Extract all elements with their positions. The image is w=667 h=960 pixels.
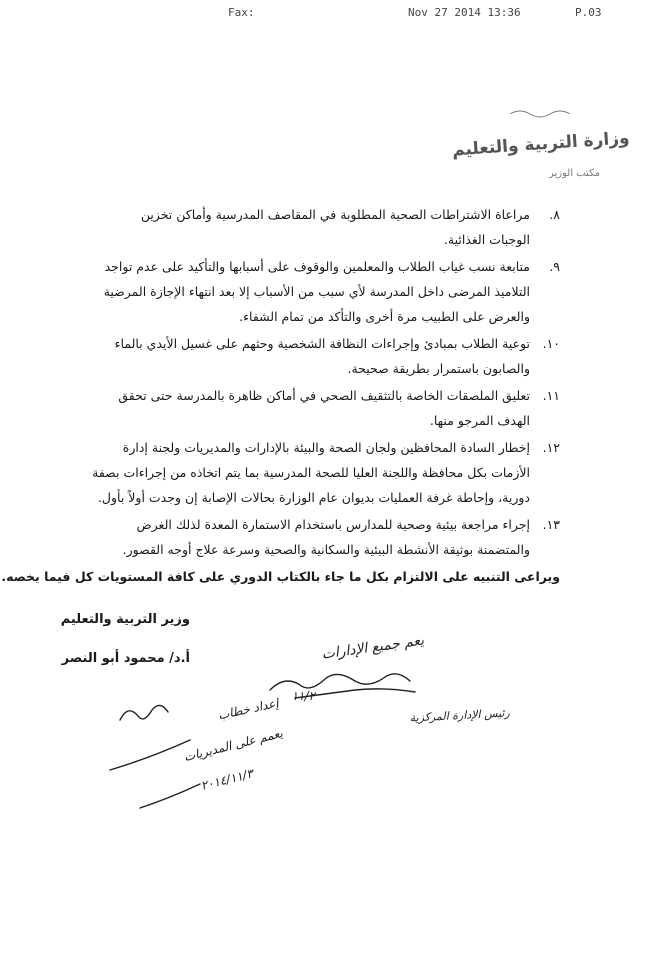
list-item: [40, 254, 560, 329]
list-item: [40, 512, 560, 562]
list-item: [40, 383, 560, 433]
item-text: تعليق الملصقات الخاصة بالتثقيف الصحي في أماكن ظاهرة بالمدرسة حتى تحقق الهدف المرجو منها.: [118, 388, 530, 428]
note-date-lower: ٢٠١٤/١١/٣: [199, 766, 255, 793]
fax-datetime: Nov 27 2014 13:36: [408, 6, 521, 19]
item-text: مراعاة الاشتراطات الصحية المطلوبة في المقاصف المدرسية وأماكن تخزين الوجبات الغذائية.: [140, 207, 530, 247]
signature-stroke: [110, 740, 190, 770]
seal-office-text: مكتب الوزير: [548, 168, 600, 179]
item-number: ١١.: [542, 388, 560, 403]
item-text: إجراء مراجعة بيئية وصحية للمدارس باستخدام الاستمارة المعدة لذلك الغرض والمتضمنة بوثيقة الأنشطة البيئية والسكانية والصحية وسرعة علاج أوجه القصور.: [122, 517, 530, 557]
fax-page-number: P.03: [575, 6, 602, 19]
item-number: ٩.: [549, 259, 560, 274]
minister-name: أ.د/ محمود أبو النصر: [61, 651, 190, 666]
fax-label: Fax:: [228, 6, 255, 19]
note-date-upper: ١١/٢: [291, 689, 315, 703]
item-number: ١٠.: [542, 336, 560, 351]
document-body: [1, 202, 560, 589]
ministry-seal: [451, 100, 640, 190]
minister-title: وزير التربية والتعليم: [60, 612, 190, 627]
item-text: متابعة نسب غياب الطلاب والمعلمين والوقوف على أسبابها والتأكيد على عدم تواجد التلاميذ المرضى داخل المدرسة لأي سبب من الأسباب إلا بعد انتهاء الإجازة المرضية والعرض على الطبيب مرة أخرى والتأكد من تمام الشفاء.: [103, 259, 530, 324]
list-item: [40, 202, 560, 252]
seal-ministry-text: وزارة التربية والتعليم: [451, 128, 631, 161]
item-text: إخطار السادة المحافظين ولجان الصحة والبيئة بالإدارات والمديريات ولجنة إدارة الأزمات بكل محافظة واللجنة العليا للصحة المدرسية بما يتم اتخاذه من إجراءات بصفة دورية، وإحاطة غرفة العمليات بديوان عام الوزارة بحالات الإصابة إن وجدت أولاً بأول.: [92, 440, 530, 505]
handwritten-annotations: [80, 620, 540, 850]
list-item: [40, 331, 560, 381]
initial-scribble: [120, 705, 168, 720]
note-prepare-letter: إعداد خطاب: [216, 695, 280, 723]
fax-header: [0, 6, 667, 22]
item-number: ٨.: [549, 207, 560, 222]
item-text: توعية الطلاب بمبادئ وإجراءات النظافة الشخصية وحثهم على غسيل الأيدي بالماء والصابون باستمرار بطريقة صحيحة.: [114, 336, 530, 376]
note-distribute: يعم جميع الإدارات: [320, 632, 426, 663]
closing-instruction: ويراعى التنبيه على الالتزام بكل ما جاء بالكتاب الدوري على كافة المستويات كل فيما يخصه.: [1, 569, 560, 584]
signature-stroke: [140, 784, 200, 808]
item-number: ١٣.: [542, 517, 560, 532]
list-item: [40, 435, 560, 510]
note-central-admin: رئيس الإدارة المركزية: [409, 706, 511, 725]
signature-scribble: [270, 674, 410, 690]
note-circulate: يعمم على المديريات: [182, 726, 285, 765]
item-number: ١٢.: [542, 440, 560, 455]
